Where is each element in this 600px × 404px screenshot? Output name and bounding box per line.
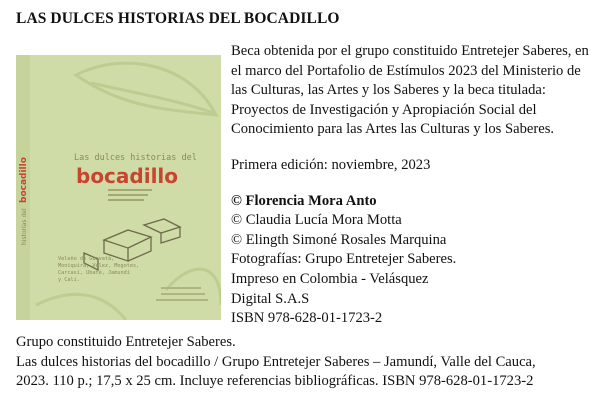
cover-place-2: Moniquirá, Vélez, Mogotes, xyxy=(58,263,140,269)
spine-text: historias del xyxy=(21,208,28,245)
copyright-main: © Florencia Mora Anto xyxy=(231,192,377,209)
edition-text: Primera edición: noviembre, 2023 xyxy=(231,156,431,173)
catalog-line-3: 2023. 110 p.; 17,5 x 25 cm. Incluye referencias bibliográficas. ISBN 978-628-01-1723-2 xyxy=(16,373,534,390)
isbn-text: ISBN 978-628-01-1723-2 xyxy=(231,310,383,327)
book-cover-image xyxy=(16,55,221,320)
spine-title: bocadillo xyxy=(19,157,29,203)
copyright-second: © Claudia Lucía Mora Motta xyxy=(231,212,402,229)
cover-heading: Las dulces historias del xyxy=(74,153,197,163)
cover-big-word: bocadillo xyxy=(76,164,179,188)
cover-place-1: Veleño de Guavatá, xyxy=(58,256,115,262)
grant-text: Beca obtenida por el grupo constituido Entretejer Saberes, en el marco del Portafolio de Estímulos 2023 del Ministerio de las Culturas, las Artes y los Saberes y la beca titulada: Proyectos de Investigación y Apropiación Social del Conocimiento para las Artes las Culturas y los Saberes. xyxy=(231,43,589,138)
book-details xyxy=(231,42,591,329)
photos-credit: Fotografías: Grupo Entretejer Saberes. xyxy=(231,251,457,268)
printer-line-1: Impreso en Colombia - Velásquez xyxy=(231,270,429,287)
cover-illustration xyxy=(16,55,221,320)
catalog-line-2: Las dulces historias del bocadillo / Grupo Entretejer Saberes – Jamundí, Valle del Cauca, xyxy=(16,353,536,370)
page-title: LAS DULCES HISTORIAS DEL BOCADILLO xyxy=(16,10,340,27)
catalog-record xyxy=(16,333,596,392)
printer-line-2: Digital S.A.S xyxy=(231,290,310,307)
catalog-line-1: Grupo constituido Entretejer Saberes. xyxy=(16,334,236,350)
cover-place-3: Carcasí, Ubaté, Jamundí xyxy=(58,270,130,276)
copyright-third: © Elingth Simoné Rosales Marquina xyxy=(231,231,447,248)
cover-place-4: y Cali. xyxy=(58,277,80,283)
